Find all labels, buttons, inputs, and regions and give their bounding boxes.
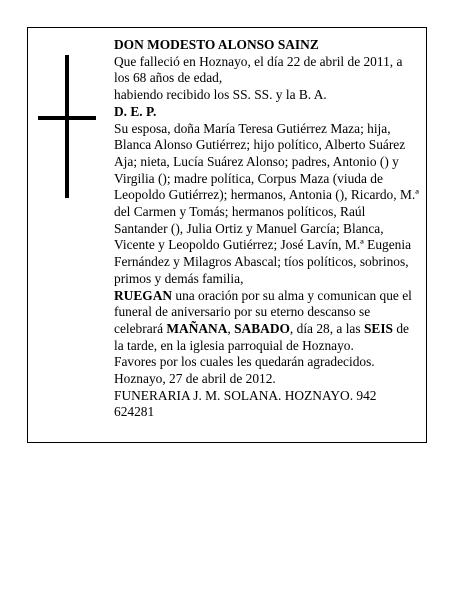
manana-word: MAÑANA [166,320,228,336]
cross-vertical-bar [65,55,69,198]
date-place-line: Hoznayo, 27 de abril de 2012. [114,371,276,387]
request-text-2: , día 28, a las [289,320,364,336]
death-details: Que falleció en Hoznayo, el día 22 de abril de 2011, a los 68 años de edad, [114,53,403,86]
request-comma: , [227,320,235,336]
seis-word: SEIS [363,320,393,336]
deceased-name: DON MODESTO ALONSO SAINZ [114,37,319,52]
cross-horizontal-bar [38,116,96,120]
request-text-1: una oración por su alma y comunican que el funeral de aniversario por su eterno descanso se celebrará [114,287,412,336]
notice-text [114,37,420,421]
obituary-notice [27,27,427,443]
request-text-3: de la tarde, en la iglesia parroquial de Hoznayo. [114,320,409,353]
thanks-line: Favores por los cuales les quedarán agradecidos. [114,354,375,370]
sabado-word: SABADO [234,320,290,336]
funeral-home-line: FUNERARIA J. M. SOLANA. HOZNAYO. 942 624281 [114,387,377,420]
request-paragraph [114,288,420,355]
rip-line: D. E. P. [114,103,157,119]
ruegan-word: RUEGAN [114,287,173,303]
sacraments-line: habiendo recibido los SS. SS. y la B. A. [114,87,327,103]
family-list: Su esposa, doña María Teresa Gutiérrez Maza; hija, Blanca Alonso Gutiérrez; hijo político, Alberto Suárez Aja; nieta, Lucía Suárez Alonso; padres, Antonio () y Virgilia (); madre política, Corpus Maza (viuda de Leopoldo Gutiérrez); hermanos, Antonia (), Ricardo, M.ª del Carmen y Tomás; hermanos políticos, Raúl Santander (), Julia Ortiz y Manuel García; Blanca, Vicente y Leopoldo Gutiérrez; José Lavín, M.ª Eugenia Fernández y Milagros Abascal; tíos políticos, sobrinos, primos y demás familia, [114,120,419,286]
cross-icon [38,55,96,198]
